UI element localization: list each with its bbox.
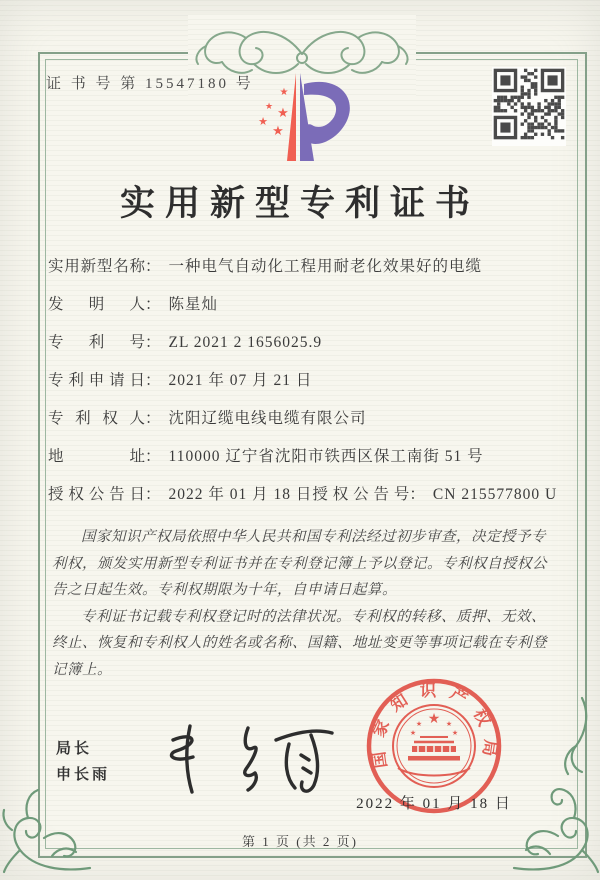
field-row-patentee: [48, 408, 554, 430]
grant-no-pair: [312, 484, 557, 506]
field-colon: ：: [145, 372, 161, 389]
field-colon: ：: [145, 486, 161, 503]
svg-text:国家知识产权局: 国家知识产权局: [367, 681, 501, 770]
certificate-title: 实用新型专利证书: [119, 184, 480, 223]
svg-text:★: ★: [264, 102, 274, 112]
flourish-bottom-right-icon: [512, 688, 600, 879]
field-value: 2021 年 07 月 21 日: [168, 372, 313, 389]
legal-text-section: [52, 524, 552, 683]
cnipa-logo-icon: [238, 64, 362, 175]
svg-text:★: ★: [409, 729, 417, 737]
officer-block: [56, 736, 110, 788]
field-colon: ：: [145, 258, 161, 275]
field-label: 专利号: [48, 334, 145, 351]
field-row-grant: [48, 484, 558, 506]
field-value: 陈星灿: [168, 296, 219, 313]
field-colon: ：: [145, 410, 161, 427]
seal-date: 2022 年 01 月 18 日: [356, 796, 512, 812]
svg-text:★: ★: [277, 106, 289, 121]
field-row-patent-no: [48, 332, 554, 354]
field-row-name: [48, 256, 554, 278]
field-label: 地址: [48, 448, 145, 465]
svg-text:★: ★: [427, 711, 441, 727]
grant-date-pair: [48, 484, 312, 506]
officer-title: 局长: [56, 740, 93, 757]
field-value: 沈阳辽缆电线电缆有限公司: [168, 410, 367, 427]
field-label: 发明人: [48, 296, 145, 313]
qr-code: [492, 67, 566, 146]
field-label: 实用新型名称: [48, 258, 145, 275]
field-value: 2022 年 01 月 18 日: [168, 486, 313, 503]
field-row-filing-date: [48, 370, 554, 392]
field-value: 一种电气自动化工程用耐老化效果好的电缆: [168, 258, 483, 275]
field-colon: ：: [145, 448, 161, 465]
flourish-bottom-left-icon: [0, 786, 92, 879]
svg-text:★: ★: [451, 729, 459, 737]
field-label: 专利申请日: [48, 372, 145, 389]
page-number: 第 1 页 (共 2 页): [242, 834, 358, 849]
field-row-address: [48, 446, 554, 468]
svg-text:★: ★: [279, 87, 289, 98]
svg-text:★: ★: [272, 124, 284, 139]
field-value: ZL 2021 2 1656025.9: [168, 334, 323, 351]
field-colon: ：: [145, 334, 161, 351]
field-label: 专利权人: [48, 410, 145, 427]
officer-name: 申长雨: [56, 766, 111, 783]
certificate-number: 证 书 号 第 15547180 号: [46, 76, 254, 92]
signature-icon: [158, 708, 343, 808]
svg-text:★: ★: [445, 720, 453, 728]
field-value: CN 215577800 U: [432, 486, 558, 503]
field-colon: ：: [145, 296, 161, 313]
field-value: 110000 辽宁省沈阳市铁西区保工南街 51 号: [168, 448, 484, 465]
svg-text:★: ★: [258, 115, 268, 128]
field-label: 授权公告日: [48, 486, 145, 503]
legal-paragraph-2: 专利证书记载专利权登记时的法律状况。专利权的转移、质押、无效、终止、恢复和专利权人的姓名或名称、国籍、地址变更等事项记载在专利登记簿上。: [52, 608, 547, 678]
field-colon: ：: [409, 486, 425, 503]
field-row-inventor: [48, 294, 554, 316]
svg-text:★: ★: [415, 720, 423, 728]
legal-paragraph-1: 国家知识产权局依照中华人民共和国专利法经过初步审查，决定授予专利权，颁发实用新型专利证书并在专利登记簿上予以登记。专利权自授权公告之日起生效。专利权期限为十年，自申请日起算。: [52, 529, 547, 598]
fields-section: [48, 256, 558, 522]
field-label: 授权公告号: [312, 486, 410, 503]
officer-signature: [158, 708, 343, 813]
